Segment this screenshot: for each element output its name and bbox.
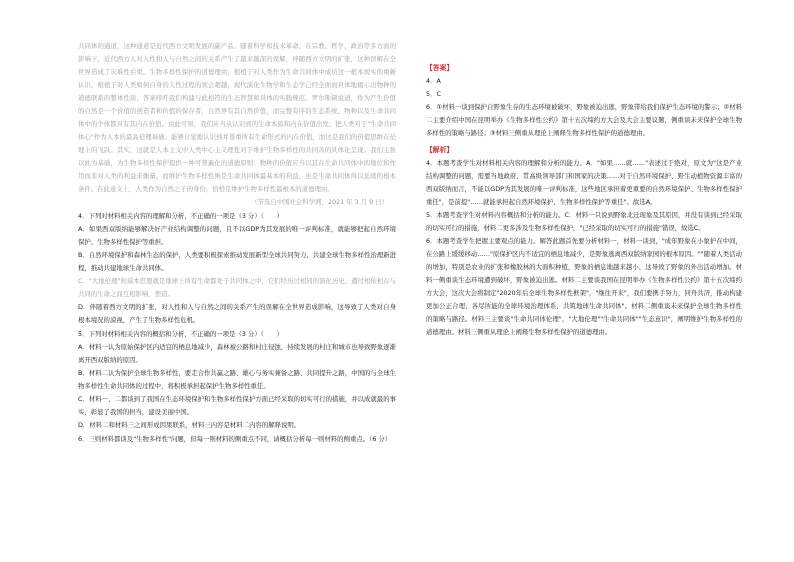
- passage-source: （节选自中国社会科学网，2021 年 3 月 9 日）: [251, 198, 388, 206]
- analysis-6: 6．本题考查学生把握主要观点的能力。解答此题首先要分析材料一，材料一谈到，"成年野象在小象护在中间，在公路上缓缓移动……"原保护区内不适宜的栖息地减少，是野象逃离西双版纳家园的根本原因。""随着人类活动的增加，特别是农业的扩张和橡胶林的大面积种植，野象的栖息地越来越小，这导致了野象的外出活动增加。材料一侧重谈生态环境遭到破坏，野象被迫出逃。材料二主要谈我国在昆明举办《生物多样性公约》第十五次缔约方大会，这次大会将制定"2020年后全球生物多样性框架"，"继往开来"，我们要携手努力，同舟共济，推动构建更加公正合理、各尽所能的全球环境治理体系，共筑地球生命共同体"。材料二侧重谈未来保护全球生物多样性的策略与路径。材料三主要谈"生命共同体伦理"，"大地伦理""生命共同体""生态意识"，阐明维护生物多样性的道德理由。材料三侧重从理论上阐释生物多样性保护的道德理由。: [426, 237, 742, 336]
- passage-text: 共同体的通道，这种通道是近代西方文明发展的副产品。随着科学和技术革命，在宗教、哲学、政治等多方面的影响下，近代西方人对人性和人与自然之间的关系产生了越来越深的误解，伴随西方文明的扩张，这种误解在全世界造成了灾难性后果。生物多样性保护的道德理由，根植于对人类作为生命共同体中成员这一根本现实的重新认识，根植于对人类如何自身的人性过程的领会超越，现代演化生物学和生态学已经全面而具体地揭示出物种的道德联系的整体性质，答案呼吁我们构建与此相符的生态智慧和具体的实践规范。罗尔斯顿说道，作为产生价值的自然是一个价值的创造者和价值的保存者，自然界有其自然价值，而完整有序的生态系统、物种以及生命共同体中的个体都具有其内在价值。由此可知，我们应当从认识到的生命本质和内在价值出发，把人类对于"生命共同体心"作为人本的最高伦理基础。能够自觉地认识到并尊重所有生命形式的内在价值，而这是我们的价值思维在伦理上的飞跃。其实，这就是人本主义中人类中心主义理性对于维护生物多样性的共同善的具体化呈现。我们主张以此为基础，为生物多样性保护提供一种可普遍化的道德原则：物种的价值应当以其在生命共同体中的地位和作用而非对人类的利益来衡量，而维护生物多样性则是生命共同体最基本的利益，也是生命共同体得以延续的根本条件。在此意义上，人类作为自然之子的身份，恰恰是维护生物多样性最根本的道德理由。: [78, 42, 396, 193]
- question-4-option-b: B．自然环境保护和森林生态的保护，人类要积极探索推动发展新型全球共同努力，共建全球生物多样性治理新进程，推动共建地球生命共同体。: [78, 251, 396, 272]
- answer-4: 4．A: [426, 77, 441, 85]
- left-column: [78, 40, 396, 446]
- question-4-option-a: A．如果西双版纳能够解决好产业结构调整的问题，且不以GDP为其发展的唯一评判标准，就能够把起自然环境保护、生物多样性保护等重担。: [78, 225, 396, 246]
- answer-5: 5．C: [426, 90, 441, 98]
- right-column: [426, 62, 742, 339]
- question-4-option-d: D．伴随着西方文明的扩张，对人性和人与自然之间的关系产生的误解在全世界造成影响，这导致了人类对自身根本境况的漠视，产生了生物多样性危机。: [78, 303, 396, 324]
- analysis-4: 4．本题考查学生对材料相关内容的理解和分析的能力。A．"如果……就……"表述过于绝对，原文为"这是产业结构调整的问题，需要当地政府、贯高级领导部门和国家的决策……对于自然环境保护、野生动植物资源丰富的西双版纳而言，不能以GDP为其发展的唯一评判标准，这些地区承担着更重要的自然环境保护、生物多样性保护重任"，是前提"……就能承担起自然环境保护、生物多样性保护等重任"。故选A。: [426, 159, 742, 206]
- analysis-5: 5．本题考查学生对材料内容概括和分析的能力。C．材料一只说到野象北迁现象及其原因，并没有谈到已经采取的切实可行的措施，材料二更多涉及生物多样性保护，"已经采取的切实可行的措施"错误，故选C。: [426, 211, 742, 232]
- question-4-option-c: C．"大地伦理"的基本思想就是地球上所有生命都处于共同体之中，它们经历过相同的演化历史，遭过相依相存与共同的生命之间互相影响、塑造。: [78, 277, 396, 298]
- answer-heading: 【答案】: [426, 64, 454, 72]
- question-6-title: 6．三则材料都谈及"生物多样性"问题，但每一则材料的侧重点不同，请概括分析每一则材料的侧重点。（6 分）: [78, 435, 392, 443]
- question-5-option-a: A．材料一认为原始保护区内适宜的栖息地减少，森林被公路和村庄侵蚀，持续发展的村庄和城市也导致野象逐渐离开西双版纳的原因。: [78, 343, 396, 364]
- question-5-option-d: D．材料二和材料三之间形成因果联系，材料三内容是材料二内容的解释说明。: [78, 421, 301, 429]
- question-5-title: 5．下列对材料相关内容的概括和分析，不正确的一项是（3 分）（ ）: [78, 330, 284, 338]
- analysis-heading: 【解析】: [426, 146, 454, 154]
- answer-6: 6．①材料一谈到保护自野象生存的生态环境被破坏，野象被迫出逃，野象带给我们保护生态环境的警示；②材料二主要介绍中国在昆明举办《生物多样性公约》第十五次缔约方大会及大会主要议题，侧重谈未来保护全球生物多样性的策略与路径；③材料三侧重从理论上阐释生物多样性保护的道德理由。: [426, 103, 742, 137]
- question-4-title: 4．下列对材料相关内容的理解和分析，不正确的一项是（3 分）（ ）: [78, 212, 284, 220]
- question-5-option-c: C．材料一、二都谈到了我国在生态环境保护和生物多样性保护方面已经采取的切实可行的措施，并以成就最的事实，彰显了我国的担当，建设美丽中国。: [78, 395, 396, 416]
- question-5-option-b: B．材料二认为保护全球生物多样性，要走合作共赢之路、雄心与务实兼备之路、共同提升之路，中国的与全球生物多样性生命共同体的过程中，将积极承担起保护生物多样性重任。: [78, 369, 396, 390]
